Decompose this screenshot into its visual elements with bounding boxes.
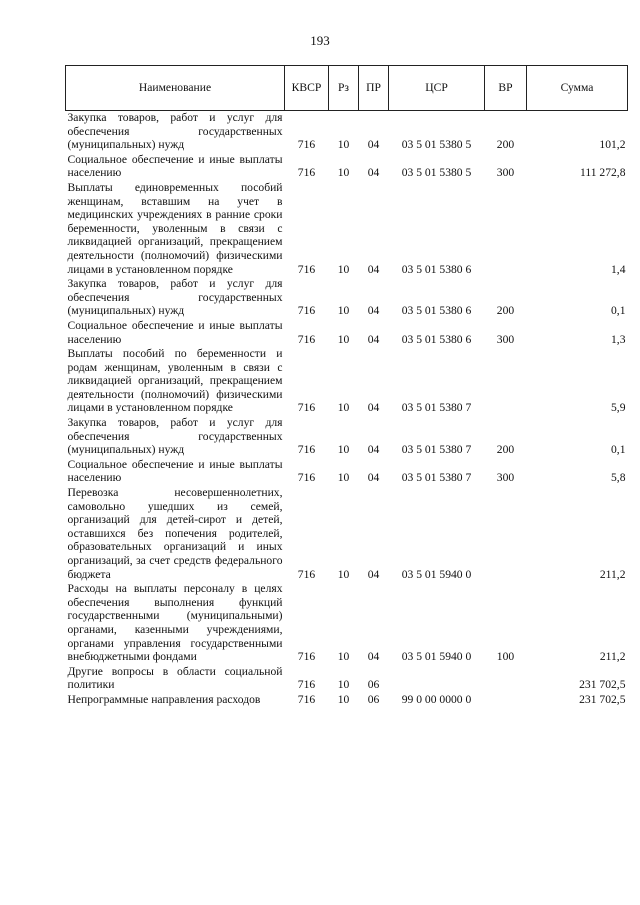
- cell-pr: 04: [367, 471, 380, 485]
- cell-csr: 03 5 01 5940 0: [401, 650, 472, 664]
- table-row: [66, 416, 628, 458]
- cell-vr: 200: [496, 304, 515, 318]
- header-rz: Рз: [329, 66, 359, 111]
- cell-pr: 04: [367, 401, 380, 415]
- cell-pr: 04: [367, 166, 380, 180]
- cell-csr: 03 5 01 5380 6: [401, 304, 472, 318]
- cell-kvsr: 716: [297, 401, 316, 415]
- table-header-row: [66, 66, 628, 111]
- table-body: [66, 111, 628, 708]
- cell-csr: [389, 665, 485, 693]
- cell-sum: 211,2: [599, 567, 626, 581]
- cell-name: Расходы на выплаты персоналу в целях обеспечения выполнения функций государственными (муниципальными) органами, казенными учреждениями, органами управления государственными внебюджетными фондами: [67, 582, 283, 664]
- cell-sum: 0,1: [611, 443, 626, 457]
- cell-pr: 04: [367, 650, 380, 664]
- cell-name: Другие вопросы в области социальной политики: [67, 664, 283, 692]
- cell-csr: 03 5 01 5380 7: [401, 443, 472, 457]
- cell-vr: 200: [496, 443, 515, 457]
- cell-vr: [485, 486, 527, 582]
- table-row: [66, 319, 628, 347]
- cell-kvsr: 716: [297, 471, 316, 485]
- cell-rz: 10: [337, 567, 350, 581]
- cell-sum: 0,1: [611, 304, 626, 318]
- cell-sum: 5,8: [611, 471, 626, 485]
- cell-csr: 03 5 01 5380 5: [401, 166, 472, 180]
- cell-kvsr: 716: [297, 332, 316, 346]
- cell-kvsr: 716: [297, 692, 316, 706]
- cell-rz: 10: [337, 401, 350, 415]
- cell-sum: 101,2: [599, 138, 626, 152]
- cell-rz: 10: [337, 678, 350, 692]
- cell-kvsr: 716: [297, 443, 316, 457]
- cell-pr: 04: [367, 332, 380, 346]
- cell-csr: 03 5 01 5380 6: [401, 332, 472, 346]
- cell-vr: 300: [496, 166, 515, 180]
- cell-name: Социальное обеспечение и иные выплаты населению: [67, 457, 283, 485]
- cell-rz: 10: [337, 166, 350, 180]
- table-row: [66, 153, 628, 181]
- page-number: 193: [310, 33, 330, 48]
- cell-kvsr: 716: [297, 138, 316, 152]
- cell-name: Выплаты единовременных пособий женщинам, вставшим на учет в медицинских учреждениях в ранние сроки беременности, уволенным в связи с ликвидацией организаций, прекращением деятельности (полномочий) физическими лицами в установленном порядке: [67, 180, 283, 276]
- cell-vr: 300: [496, 332, 515, 346]
- table-row: [66, 693, 628, 708]
- cell-sum: 1,3: [611, 332, 626, 346]
- cell-name: Закупка товаров, работ и услуг для обеспечения государственных (муниципальных) нужд: [67, 277, 283, 318]
- cell-pr: 04: [367, 304, 380, 318]
- table-row: [66, 458, 628, 486]
- cell-vr: [485, 347, 527, 416]
- cell-rz: 10: [337, 304, 350, 318]
- cell-sum: 231 702,5: [579, 678, 626, 692]
- cell-vr: 100: [496, 650, 515, 664]
- cell-vr: 300: [496, 471, 515, 485]
- cell-csr: 03 5 01 5380 5: [401, 138, 472, 152]
- cell-name: Непрограммные направления расходов: [67, 692, 261, 706]
- table-row: [66, 181, 628, 277]
- cell-pr: 06: [367, 678, 380, 692]
- table-row: [66, 665, 628, 693]
- cell-vr: 200: [496, 138, 515, 152]
- cell-csr: 03 5 01 5940 0: [401, 567, 472, 581]
- cell-rz: 10: [337, 443, 350, 457]
- cell-vr: [485, 693, 527, 708]
- budget-table: [65, 65, 628, 708]
- cell-pr: 04: [367, 567, 380, 581]
- cell-pr: 04: [367, 443, 380, 457]
- table-row: [66, 111, 628, 153]
- header-sum: Сумма: [527, 66, 628, 111]
- table-row: [66, 347, 628, 416]
- cell-rz: 10: [337, 332, 350, 346]
- cell-name: Перевозка несовершеннолетних, самовольно ушедших из семей, организаций для детей-сирот и детей, оставшихся без попечения родителей, образовательных организаций и иных организаций, за счет средств федерального бюджета: [67, 486, 283, 581]
- cell-rz: 10: [337, 650, 350, 664]
- cell-csr: 03 5 01 5380 7: [401, 471, 472, 485]
- cell-pr: 04: [367, 138, 380, 152]
- header-pr: ПР: [359, 66, 389, 111]
- cell-name: Социальное обеспечение и иные выплаты населению: [67, 152, 283, 180]
- cell-rz: 10: [337, 262, 350, 276]
- table-row: [66, 277, 628, 319]
- table-row: [66, 486, 628, 582]
- cell-sum: 1,4: [611, 262, 626, 276]
- cell-csr: 03 5 01 5380 6: [401, 262, 472, 276]
- cell-sum: 5,9: [611, 401, 626, 415]
- cell-pr: 04: [367, 262, 380, 276]
- cell-name: Социальное обеспечение и иные выплаты населению: [67, 318, 283, 346]
- table-row: [66, 582, 628, 665]
- cell-sum: 211,2: [599, 650, 626, 664]
- cell-rz: 10: [337, 471, 350, 485]
- cell-kvsr: 716: [297, 262, 316, 276]
- cell-vr: [485, 181, 527, 277]
- cell-name: Закупка товаров, работ и услуг для обеспечения государственных (муниципальных) нужд: [67, 111, 283, 152]
- header-csr: ЦСР: [389, 66, 485, 111]
- header-vr: ВР: [485, 66, 527, 111]
- cell-sum: 111 272,8: [579, 166, 626, 180]
- cell-csr: 99 0 00 0000 0: [401, 692, 472, 706]
- cell-sum: 231 702,5: [579, 692, 626, 706]
- cell-rz: 10: [337, 692, 350, 706]
- cell-kvsr: 716: [297, 678, 316, 692]
- cell-kvsr: 716: [297, 304, 316, 318]
- cell-csr: 03 5 01 5380 7: [401, 401, 472, 415]
- header-name: Наименование: [66, 66, 285, 111]
- cell-kvsr: 716: [297, 650, 316, 664]
- cell-rz: 10: [337, 138, 350, 152]
- cell-name: Закупка товаров, работ и услуг для обеспечения государственных (муниципальных) нужд: [67, 416, 283, 457]
- cell-kvsr: 716: [297, 166, 316, 180]
- cell-name: Выплаты пособий по беременности и родам женщинам, уволенным в связи с ликвидацией организаций, прекращением деятельности (полномочий) физическими лицами в установленном порядке: [67, 347, 283, 415]
- cell-vr: [485, 665, 527, 693]
- cell-pr: 06: [367, 692, 380, 706]
- cell-kvsr: 716: [297, 567, 316, 581]
- header-kvsr: КВСР: [285, 66, 329, 111]
